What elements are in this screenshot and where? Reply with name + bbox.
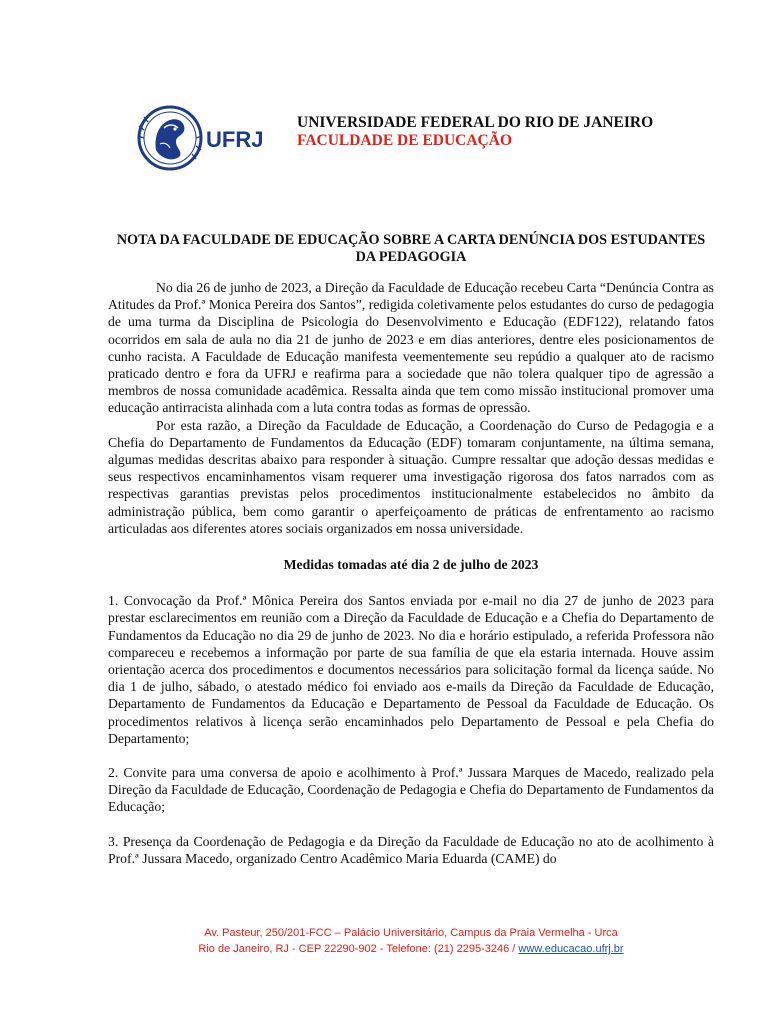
footer-phone: Rio de Janeiro, RJ - CEP 22290-902 - Telefone: (21) 2295-3246 /	[198, 943, 519, 955]
university-name: UNIVERSIDADE FEDERAL DO RIO DE JANEIRO	[297, 114, 654, 131]
document-title: NOTA DA FACULDADE DE EDUCAÇÃO SOBRE A CARTA DENÚNCIA DOS ESTUDANTES DA PEDAGOGIA	[116, 232, 706, 265]
document-body	[108, 279, 714, 884]
list-item: 2. Convite para uma conversa de apoio e acolhimento à Prof.ª Jussara Marques de Macedo, realizado pela Direção da Faculdade de Educação, Coordenação de Pedagogia e Chefia do Departamento de Fundamentos da Educação;	[108, 765, 714, 815]
footer-address: Av. Pasteur, 250/201-FCC – Palácio Universitário, Campus da Praia Vermelha - Urca	[204, 927, 618, 939]
paragraph: No dia 26 de junho de 2023, a Direção da Faculdade de Educação recebeu Carta “Denúncia Contra as Atitudes da Prof.ª Monica Pereira dos Santos”, redigida coletivamente pelos estudantes do curso de pedagogia de uma turma da Disciplina de Psicologia do Desenvolvimento e Educação (EDF122), relatando fatos ocorridos em sala de aula no dia 21 de junho de 2023 e em dias anteriores, dentre eles posicionamentos de cunho racista. A Faculdade de Educação manifesta veementemente seu repúdio a qualquer ato de racismo praticado dentro e fora da UFRJ e reafirma para a sociedade que não tolera qualquer tipo de agressão a membros de nossa comunidade acadêmica. Ressalta ainda que tem como missão institucional promover uma educação antirracista alinhada com a luta contra todas as formas de opressão.	[108, 280, 714, 416]
list-item: 3. Presença da Coordenação de Pedagogia e da Direção da Faculdade de Educação no ato de acolhimento à Prof.ª Jussara Macedo, organizado Centro Acadêmico Maria Eduarda (CAME) do	[108, 833, 714, 866]
paragraph: Por esta razão, a Direção da Faculdade de Educação, a Coordenação do Curso de Pedagogia e a Chefia do Departamento de Fundamentos da Educação (EDF) tomaram conjuntamente, na última semana, algumas medidas descritas abaixo para responder à situação. Cumpre ressaltar que adoção dessas medidas e seus respectivos encaminhamentos visam requerer uma investigação rigorosa dos fatos narrados com as respectivas garantias previstas pelos procedimentos institucionalmente estabelecidos no âmbito da administração pública, bem como garantir o aperfeiçoamento de práticas de enfrentamento ao racismo articuladas aos diferentes atores sociais organizados em nossa universidade.	[108, 417, 714, 536]
ufrj-logo-text: UFRJ	[206, 127, 264, 152]
document-footer	[100, 925, 722, 957]
footer-contact	[100, 941, 722, 957]
faculty-name: FACULDADE DE EDUCAÇÃO	[297, 132, 512, 149]
document-header	[130, 98, 690, 188]
section-title: Medidas tomadas até dia 2 de julho de 2023	[283, 557, 539, 573]
website-link[interactable]: www.educacao.ufrj.br	[518, 943, 624, 955]
ufrj-logo	[134, 98, 270, 188]
list-item: 1. Convocação da Prof.ª Mônica Pereira dos Santos enviada por e-mail no dia 27 de junho de 2023 para prestar esclarecimentos em reunião com a Direção da Faculdade de Educação e a Chefia do Departamento de Fundamentos da Educação no dia 29 de junho de 2023. No dia e horário estipulado, a referida Professora não compareceu e recebemos a informação por parte de sua família de que ela estaria internada. Houve assim orientação acerca dos procedimentos e documentos necessários para solicitação formal da licença saúde. No dia 1 de julho, sábado, o atestado médico foi enviado aos e-mails da Direção da Faculdade de Educação, Departamento de Fundamentos da Educação e Departamento de Pessoal da Faculdade de Educação. Os procedimentos relativos à licença serão encaminhados pelo Departamento de Pessoal e pela Chefia do Departamento;	[108, 593, 714, 746]
ufrj-seal-icon	[134, 98, 270, 188]
institution-block	[297, 114, 653, 150]
